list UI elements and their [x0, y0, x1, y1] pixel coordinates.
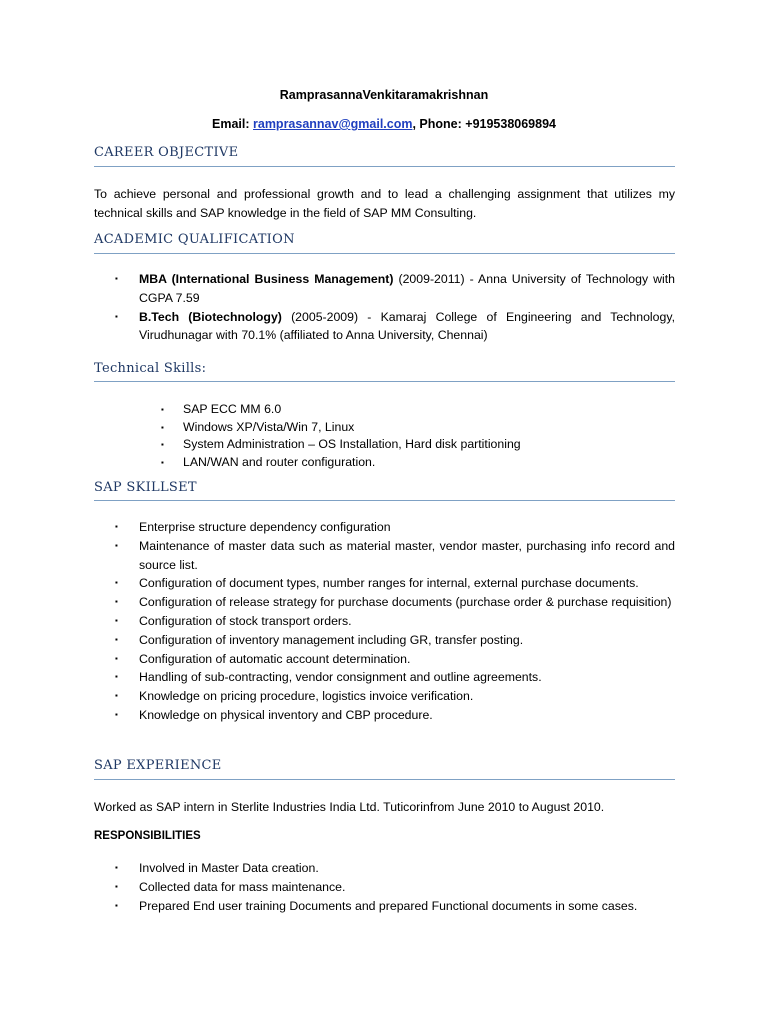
bullet-icon: ▪	[115, 578, 118, 588]
list-item	[115, 574, 675, 593]
bullet-icon: ▪	[161, 440, 164, 449]
list-item	[115, 687, 675, 706]
bullet-icon: ▪	[115, 540, 118, 550]
skill-text: Configuration of release strategy for purchase documents (purchase order & purchase requisition)	[139, 595, 672, 610]
list-item	[115, 593, 675, 612]
list-item	[115, 668, 675, 687]
skill-text: SAP ECC MM 6.0	[183, 402, 282, 416]
degree-details: (2005-2009) - Kamaraj College of Engineering and Technology, Virudhunagar with 70.1% (affiliated to Anna University, Chennai)	[139, 309, 675, 343]
list-item	[115, 612, 675, 631]
bullet-icon: ▪	[115, 709, 118, 719]
bullet-icon: ▪	[115, 900, 118, 910]
list-item	[115, 706, 675, 725]
responsibility-text: Prepared End user training Documents and prepared Functional documents in some cases.	[139, 898, 638, 913]
list-item	[161, 454, 675, 472]
contact-line	[0, 117, 768, 131]
responsibility-text: Involved in Master Data creation.	[139, 861, 319, 875]
skill-text: Enterprise structure dependency configuration	[139, 520, 391, 534]
bullet-icon: ▪	[115, 672, 118, 682]
skill-text: Maintenance of master data such as material master, vendor master, purchasing info record and source list.	[139, 538, 675, 572]
list-item	[115, 859, 675, 878]
list-item	[161, 401, 675, 419]
skill-text: LAN/WAN and router configuration.	[183, 454, 376, 469]
phone-number: +919538069894	[465, 117, 556, 131]
degree-name: B.Tech (Biotechnology)	[139, 309, 282, 324]
experience-text: Worked as SAP intern in Sterlite Industries India Ltd. Tuticorinfrom June 2010 to August 2010.	[94, 800, 605, 814]
section-divider	[94, 500, 675, 501]
skill-text: Handling of sub-contracting, vendor consignment and outline agreements.	[139, 670, 542, 685]
skill-text: Configuration of stock transport orders.	[139, 613, 352, 628]
responsibility-text: Collected data for mass maintenance.	[139, 879, 346, 894]
section-title-career-objective: CAREER OBJECTIVE	[94, 145, 239, 160]
list-item	[115, 650, 675, 669]
degree-details: (2009-2011) - Anna University of Technology with CGPA 7.59	[139, 272, 675, 305]
list-item	[115, 518, 675, 537]
bullet-icon: ▪	[115, 274, 118, 283]
academic-list	[115, 270, 675, 345]
bullet-icon: ▪	[115, 863, 118, 872]
sap-skillset-list	[115, 518, 675, 725]
responsibilities-label: RESPONSIBILITIES	[94, 830, 201, 842]
list-item	[161, 419, 675, 437]
list-item	[161, 436, 675, 454]
bullet-icon: ▪	[115, 597, 118, 607]
bullet-icon: ▪	[115, 881, 118, 891]
skill-text: Knowledge on physical inventory and CBP procedure.	[139, 707, 433, 722]
bullet-icon: ▪	[115, 691, 118, 701]
list-item	[115, 878, 675, 897]
skill-text: Configuration of document types, number ranges for internal, external purchase documents.	[139, 576, 639, 591]
skill-text: Windows XP/Vista/Win 7, Linux	[183, 419, 355, 434]
list-item	[115, 537, 675, 575]
skill-text: Configuration of inventory management including GR, transfer posting.	[139, 632, 524, 647]
section-title-sap-experience: SAP EXPERIENCE	[94, 758, 222, 773]
list-item	[115, 631, 675, 650]
skill-text: Knowledge on pricing procedure, logistics invoice verification.	[139, 689, 474, 704]
list-item	[115, 308, 675, 346]
bullet-icon: ▪	[115, 311, 118, 321]
skill-text: Configuration of automatic account determination.	[139, 651, 411, 666]
responsibilities-list	[115, 859, 675, 915]
bullet-icon: ▪	[115, 634, 118, 644]
email-label: Email:	[212, 117, 253, 131]
degree-name: MBA (International Business Management)	[139, 272, 394, 286]
skill-text: System Administration – OS Installation, Hard disk partitioning	[183, 437, 521, 451]
section-divider	[94, 253, 675, 254]
section-divider	[94, 779, 675, 780]
section-title-academic: ACADEMIC QUALIFICATION	[94, 232, 295, 247]
section-title-sap-skillset: SAP SKILLSET	[94, 480, 197, 495]
bullet-icon: ▪	[115, 615, 118, 625]
list-item	[115, 897, 675, 916]
bullet-icon: ▪	[161, 405, 164, 414]
section-divider	[94, 166, 675, 167]
technical-skills-list	[161, 401, 675, 471]
phone-label: , Phone:	[412, 117, 466, 131]
career-objective-text: To achieve personal and professional growth and to lead a challenging assignment that utilizes my technical skills and SAP knowledge in the field of SAP MM Consulting.	[94, 187, 675, 220]
section-divider	[94, 381, 675, 382]
email-link[interactable]: ramprasannav@gmail.com	[253, 117, 413, 131]
candidate-name: RamprasannaVenkitaramakrishnan	[279, 88, 489, 102]
bullet-icon: ▪	[161, 457, 164, 467]
section-title-technical-skills: Technical Skills:	[94, 361, 207, 376]
bullet-icon: ▪	[115, 653, 118, 663]
bullet-icon: ▪	[115, 522, 118, 531]
list-item	[115, 270, 675, 308]
bullet-icon: ▪	[161, 422, 164, 432]
